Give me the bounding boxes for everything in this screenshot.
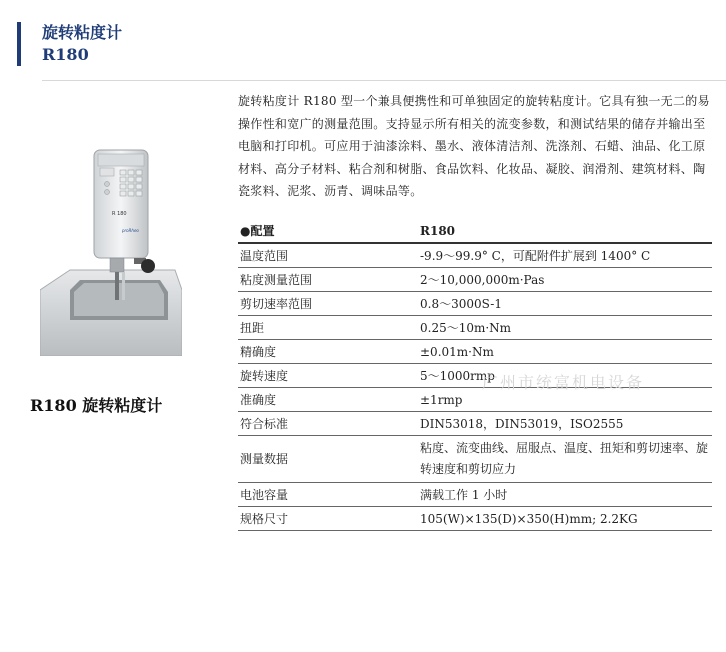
spec-label: 准确度 bbox=[238, 388, 420, 412]
product-caption: R180 旋转粘度计 bbox=[30, 396, 163, 415]
spec-row-viscosity bbox=[238, 268, 712, 292]
spec-label: 扭距 bbox=[238, 316, 420, 340]
spec-value: 5～1000rmp bbox=[420, 364, 712, 388]
spec-value: 105(W)×135(D)×350(H)mm; 2.2KG bbox=[420, 507, 712, 531]
spec-row-torque bbox=[238, 316, 712, 340]
device-model-label: R 180 bbox=[112, 211, 127, 217]
spec-value: 0.25～10m·Nm bbox=[420, 316, 712, 340]
spec-row-standards bbox=[238, 412, 712, 436]
spec-value: -9.9～99.9° C，可配附件扩展到 1400° C bbox=[420, 243, 712, 268]
header-accent-bar bbox=[17, 22, 21, 66]
spec-label: 温度范围 bbox=[238, 243, 420, 268]
spec-label: 粘度测量范围 bbox=[238, 268, 420, 292]
page-title: 旋转粘度计 bbox=[42, 23, 123, 42]
spec-value: 满载工作 1 小时 bbox=[420, 483, 712, 507]
spec-label: 测量数据 bbox=[238, 436, 420, 483]
spec-row-shear-rate bbox=[238, 292, 712, 316]
page-subtitle-model: R180 bbox=[42, 45, 89, 64]
spec-row-temperature bbox=[238, 243, 712, 268]
spec-header-row bbox=[238, 219, 712, 243]
spec-label: 规格尺寸 bbox=[238, 507, 420, 531]
spec-value: DIN53018，DIN53019，ISO2555 bbox=[420, 412, 712, 436]
spec-header-label: ●配置 bbox=[238, 219, 420, 243]
spec-value: 0.8～3000S-1 bbox=[420, 292, 712, 316]
spec-value: 2～10,000,000m·Pas bbox=[420, 268, 712, 292]
spec-label: 剪切速率范围 bbox=[238, 292, 420, 316]
spec-value: ±0.01m·Nm bbox=[420, 340, 712, 364]
spec-header-value: R180 bbox=[420, 219, 712, 243]
product-photo bbox=[40, 140, 182, 356]
spec-row-precision bbox=[238, 340, 712, 364]
spec-row-measured-data bbox=[238, 436, 712, 483]
product-description: 旋转粘度计 R180 型一个兼具便携性和可单独固定的旋转粘度计。它具有独一无二的易操作性和宽广的测量范围。支持显示所有相关的流变参数，和测试结果的储存并输出至电脑和打印机。可应用于油漆涂料、墨水、液体清洁剂、洗涤剂、石蜡、油品、化工原材料、高分子材料、粘合剂和树脂、食品饮料、化妆品、凝胶、润滑剂、建筑材料、陶瓷浆料、泥浆、沥青、调味品等。 bbox=[238, 94, 710, 198]
watermark: 广州市统富机电设备 bbox=[482, 373, 645, 392]
spec-label: 电池容量 bbox=[238, 483, 420, 507]
spec-value: ±1rmp bbox=[420, 388, 712, 412]
spec-label: 符合标准 bbox=[238, 412, 420, 436]
spec-row-battery bbox=[238, 483, 712, 507]
brand-label: proRheo bbox=[122, 228, 139, 233]
spec-label: 精确度 bbox=[238, 340, 420, 364]
spec-row-dimensions bbox=[238, 507, 712, 531]
header-divider bbox=[42, 80, 726, 81]
spec-label: 旋转速度 bbox=[238, 364, 420, 388]
spec-value: 粘度、流变曲线、屈服点、温度、扭矩和剪切速率、旋转速度和剪切应力 bbox=[420, 436, 712, 483]
